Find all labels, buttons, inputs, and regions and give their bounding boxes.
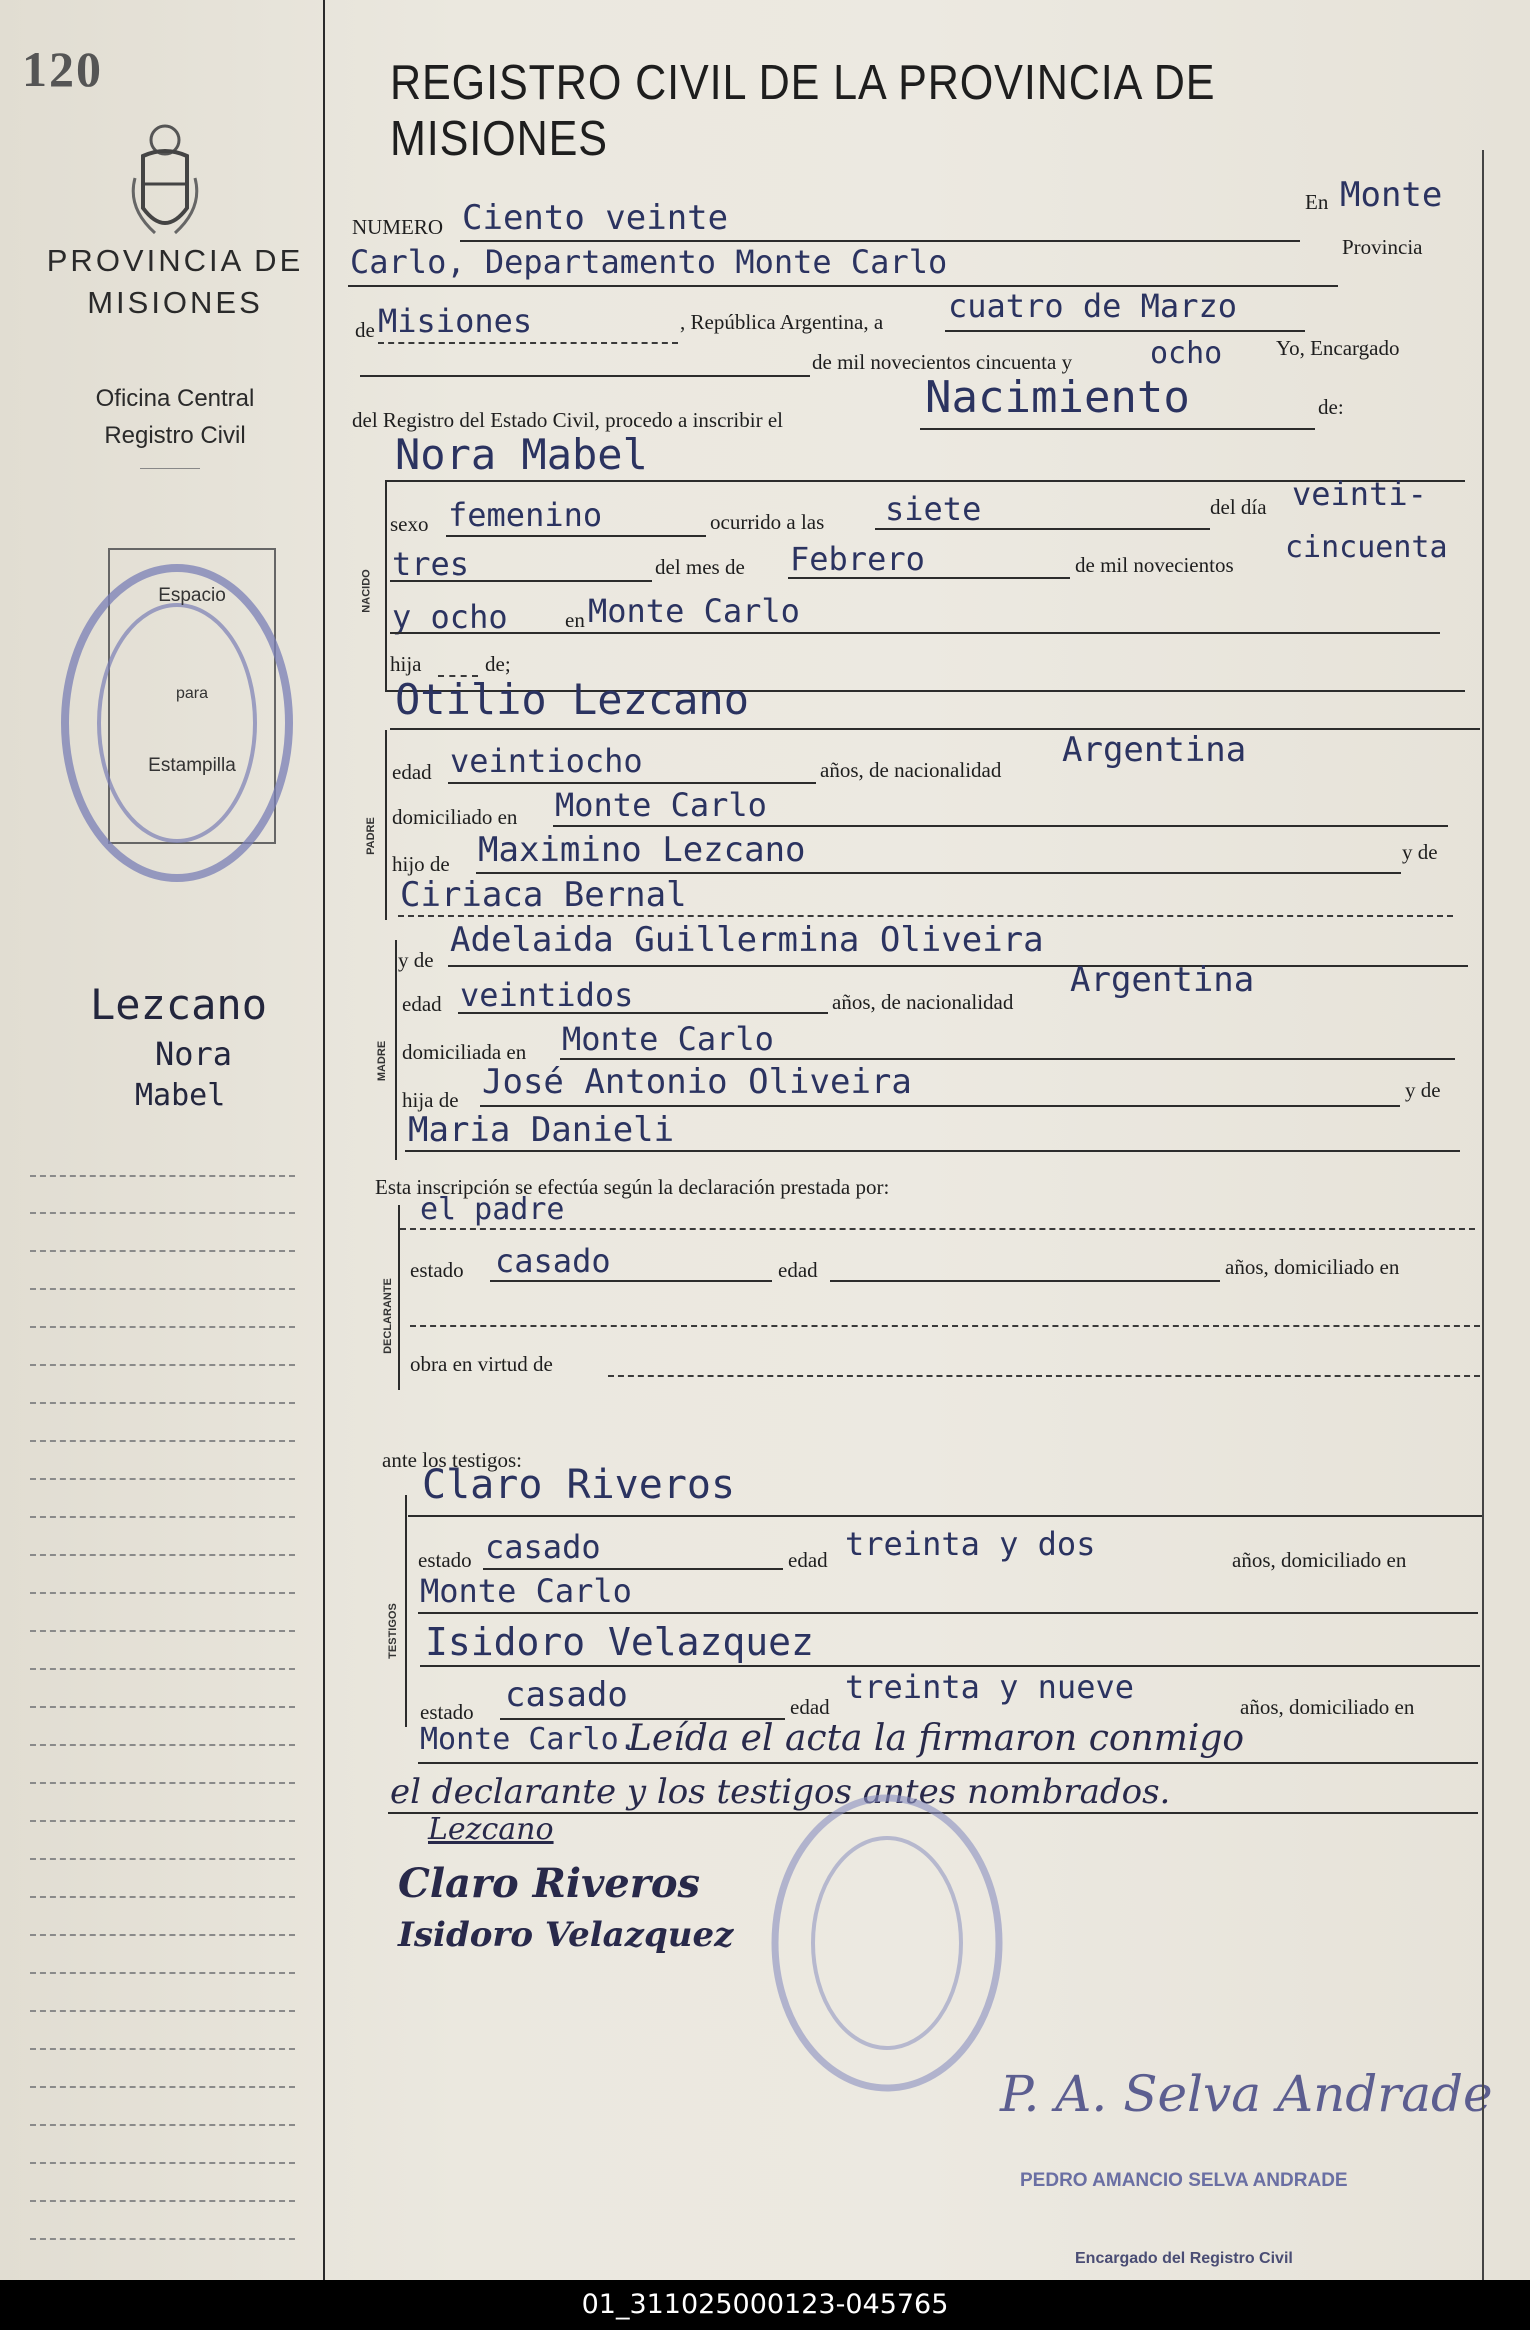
day-line: [390, 580, 652, 582]
estado3-label: estado: [420, 1700, 474, 1724]
page-number: 120: [22, 41, 103, 97]
witness1-domicile-line: [418, 1612, 1478, 1614]
declarant-estado-line: [490, 1280, 772, 1282]
mother-mother: Maria Danieli: [408, 1110, 675, 1150]
act-value: Nacimiento: [925, 372, 1190, 423]
witness1-name: Claro Riveros: [422, 1462, 736, 1508]
margin-rule: [30, 1858, 295, 1860]
year-lead-line: [360, 375, 810, 377]
birth-place-line: [390, 632, 1440, 634]
testigos-label: ante los testigos:: [382, 1448, 522, 1472]
provincia-label: Provincia: [1342, 235, 1423, 259]
de-value: Misiones: [378, 302, 533, 340]
margin-name1: Nora: [155, 1035, 233, 1073]
margin-rule: [30, 1250, 295, 1252]
margin-rule: [30, 1592, 295, 1594]
hija-label: hija: [390, 652, 422, 676]
office-line1: Oficina Central: [95, 385, 255, 412]
stamp-label-3: Estampilla: [148, 755, 236, 776]
registro-label: del Registro del Estado Civil, procedo a inscribir el: [352, 408, 783, 432]
declarant-line: [400, 1228, 1475, 1230]
anos-dom-label: años, domiciliado en: [1225, 1255, 1400, 1279]
father-line: [390, 728, 1480, 730]
witness2-domicile: Monte Carlo.: [420, 1722, 637, 1757]
hour-line: [875, 528, 1210, 530]
mother-father: José Antonio Oliveira: [482, 1062, 912, 1102]
margin-name2: Mabel: [135, 1078, 226, 1113]
margin-rule: [30, 2048, 295, 2050]
margin-rule: [30, 1440, 295, 1442]
margin-rule: [30, 1402, 295, 1404]
nacido-bracket: [385, 480, 387, 690]
del-mes-label: del mes de: [655, 555, 745, 579]
province-line2: MISIONES: [87, 285, 263, 320]
margin-rule: [30, 2238, 295, 2240]
margin-surname: Lezcano: [90, 980, 268, 1029]
hour-value: siete: [885, 490, 982, 528]
officer-stamp-title: Encargado del Registro Civil: [1075, 2250, 1293, 2267]
mother-age: veintidos: [460, 976, 634, 1014]
witness2-estado: casado: [505, 1675, 628, 1715]
madre-side-label: MADRE: [376, 1040, 389, 1082]
mil-nov-label: de mil novecientos: [1075, 553, 1234, 577]
father-domicile-line: [553, 825, 1448, 827]
margin-rule: [30, 1934, 295, 1936]
del-dia-label: del día: [1210, 495, 1267, 519]
year-birth-2: y ocho: [392, 598, 508, 636]
margin-rule: [30, 1668, 295, 1670]
madre-bracket: [395, 940, 397, 1160]
y-de2-label: y de: [398, 948, 434, 972]
hija-de-label: hija de: [402, 1088, 459, 1112]
mother-line: [448, 965, 1468, 967]
domiciliada-label: domiciliada en: [402, 1040, 527, 1064]
margin-rule: [30, 2010, 295, 2012]
witness1-estado: casado: [485, 1528, 601, 1566]
y-de-label: y de: [1402, 840, 1438, 864]
mother-domicile: Monte Carlo: [562, 1020, 774, 1058]
nacido-side-label: NACIDO: [360, 569, 373, 613]
day-value-1: veinti-: [1292, 475, 1427, 513]
signature-witness1: Claro Riveros: [398, 1860, 701, 1907]
sexo-line: [446, 535, 706, 537]
y-de3-label: y de: [1405, 1078, 1441, 1102]
edad5-label: edad: [790, 1695, 830, 1719]
witness1-name-line: [408, 1515, 1483, 1517]
year-value: ocho: [1150, 336, 1223, 371]
margin-rule: [30, 1516, 295, 1518]
witness1-domicile: Monte Carlo: [420, 1572, 632, 1610]
estado-label: estado: [410, 1258, 464, 1282]
father-name: Otilio Lezcano: [395, 675, 750, 724]
officer-stamp-name: PEDRO AMANCIO SELVA ANDRADE: [1020, 2170, 1348, 2191]
father-domicile: Monte Carlo: [555, 786, 767, 824]
office-name: [40, 380, 310, 454]
declaracion-label: Esta inscripción se efectúa según la declaración prestada por:: [375, 1175, 890, 1199]
de-label: de: [355, 318, 375, 342]
province-title: [30, 240, 320, 324]
mother-father-line: [480, 1105, 1400, 1107]
closing-line-2: el declarante y los testigos antes nombrados.: [390, 1772, 1171, 1812]
witness2-age: treinta y nueve: [845, 1668, 1134, 1706]
mother-domicile-line: [560, 1058, 1455, 1060]
month-line: [788, 577, 1070, 579]
declarant-estado: casado: [495, 1242, 611, 1280]
mother-nationality: Argentina: [1070, 960, 1255, 1000]
republica-label: , República Argentina, a: [680, 310, 884, 334]
en2-label: en: [565, 608, 585, 632]
margin-rule: [30, 1326, 295, 1328]
margin-rule: [30, 1554, 295, 1556]
margin-rule: [30, 2086, 295, 2088]
margin-rule: [30, 1820, 295, 1822]
document-title: REGISTRO CIVIL DE LA PROVINCIA DE MISIONES: [390, 56, 1216, 166]
edad4-label: edad: [788, 1548, 828, 1572]
registry-seal-bottom-icon: [765, 1785, 1010, 2100]
date-line: [945, 330, 1305, 332]
de3-label: de;: [485, 652, 511, 676]
anos-dom3-label: años, domiciliado en: [1240, 1695, 1415, 1719]
father-father-line: [476, 872, 1401, 874]
declarant-age-line: [830, 1280, 1220, 1282]
margin-rule: [30, 1744, 295, 1746]
sexo-label: sexo: [390, 512, 429, 536]
mother-age-line: [458, 1012, 828, 1014]
stamp-label-1: Espacio: [158, 585, 226, 606]
closing-line-1: Leída el acta la firmaron conmigo: [628, 1718, 1245, 1759]
margin-rule: [30, 1175, 295, 1177]
sexo-value: femenino: [448, 496, 603, 534]
signature-officer: P. A. Selva Andrade: [1000, 2065, 1493, 2123]
father-father: Maximino Lezcano: [478, 830, 806, 870]
estado2-label: estado: [418, 1548, 472, 1572]
divider: [140, 468, 200, 469]
margin-rule: [30, 1896, 295, 1898]
testigos-bracket: [405, 1495, 407, 1727]
month-value: Febrero: [790, 540, 925, 578]
stamp-label-2: para: [175, 685, 209, 702]
margin-rule: [30, 1364, 295, 1366]
margin-rule: [30, 1212, 295, 1214]
witness2-name: Isidoro Velazquez: [425, 1620, 814, 1664]
anos-nac2-label: años, de nacionalidad: [832, 990, 1014, 1014]
margin-rule: [30, 1782, 295, 1784]
margin-rule: [30, 1478, 295, 1480]
closing-line-1-rule: [418, 1762, 1478, 1764]
de-mil-label: de mil novecientos cincuenta y: [812, 350, 1073, 374]
ocurrido-label: ocurrido a las: [710, 510, 825, 534]
declarante-bracket: [398, 1205, 400, 1390]
de-line: [378, 342, 678, 344]
mother-mother-line: [405, 1150, 1460, 1152]
anos-nac-label: años, de nacionalidad: [820, 758, 1002, 782]
child-name: Nora Mabel: [395, 430, 648, 479]
declarante-side-label: DECLARANTE: [381, 1278, 394, 1354]
hijo-de-label: hijo de: [392, 852, 450, 876]
birth-place: Monte Carlo: [588, 592, 800, 630]
province-line1: PROVINCIA DE: [46, 243, 304, 278]
edad-label: edad: [392, 760, 432, 784]
en-label: En: [1305, 190, 1329, 214]
coat-of-arms-icon: [125, 118, 205, 243]
signature-declarant: Lezcano: [428, 1812, 554, 1847]
day-value-2: tres: [392, 545, 470, 583]
place-value: Carlo, Departamento Monte Carlo: [350, 243, 948, 281]
domiciliado-label: domiciliado en: [392, 805, 518, 829]
en-value: Monte: [1340, 175, 1443, 215]
father-age: veintiocho: [450, 742, 643, 780]
year-birth-1: cincuenta: [1285, 530, 1448, 565]
witness1-estado-line: [483, 1568, 783, 1570]
witness2-name-line: [420, 1665, 1480, 1667]
edad2-label: edad: [402, 992, 442, 1016]
padre-side-label: PADRE: [364, 817, 377, 855]
declarant-domicile-line: [410, 1325, 1480, 1327]
numero-value: Ciento veinte: [462, 198, 729, 238]
numero-line: [460, 240, 1300, 242]
mother-name: Adelaida Guillermina Oliveira: [450, 920, 1044, 960]
margin-rule: [30, 2124, 295, 2126]
declarant: el padre: [420, 1192, 565, 1227]
signature-witness2: Isidoro Velazquez: [398, 1915, 734, 1955]
father-mother: Ciriaca Bernal: [400, 875, 687, 915]
padre-bracket: [385, 730, 387, 920]
father-nationality: Argentina: [1062, 730, 1247, 770]
margin-rule: [30, 2162, 295, 2164]
left-margin-panel: [0, 0, 325, 2280]
obra-label: obra en virtud de: [410, 1352, 553, 1376]
father-age-line: [448, 782, 816, 784]
office-line2: Registro Civil: [104, 422, 246, 449]
witness1-age: treinta y dos: [845, 1525, 1096, 1563]
obra-line: [608, 1375, 1480, 1377]
act-line: [920, 428, 1315, 430]
margin-rule: [30, 2200, 295, 2202]
margin-rule: [30, 1288, 295, 1290]
margin-rule: [30, 1630, 295, 1632]
anos-dom2-label: años, domiciliado en: [1232, 1548, 1407, 1572]
footer-id: 01_311025000123-045765: [0, 2280, 1530, 2330]
de2-label: de:: [1318, 395, 1344, 419]
father-mother-line: [398, 915, 1453, 917]
date-value: cuatro de Marzo: [948, 287, 1237, 325]
margin-rule: [30, 1706, 295, 1708]
margin-rule: [30, 1972, 295, 1974]
right-border: [1482, 150, 1484, 2280]
testigos-side-label: TESTIGOS: [386, 1603, 399, 1659]
edad3-label: edad: [778, 1258, 818, 1282]
yo-label: Yo, Encargado: [1276, 336, 1400, 360]
numero-label: NUMERO: [352, 215, 444, 239]
